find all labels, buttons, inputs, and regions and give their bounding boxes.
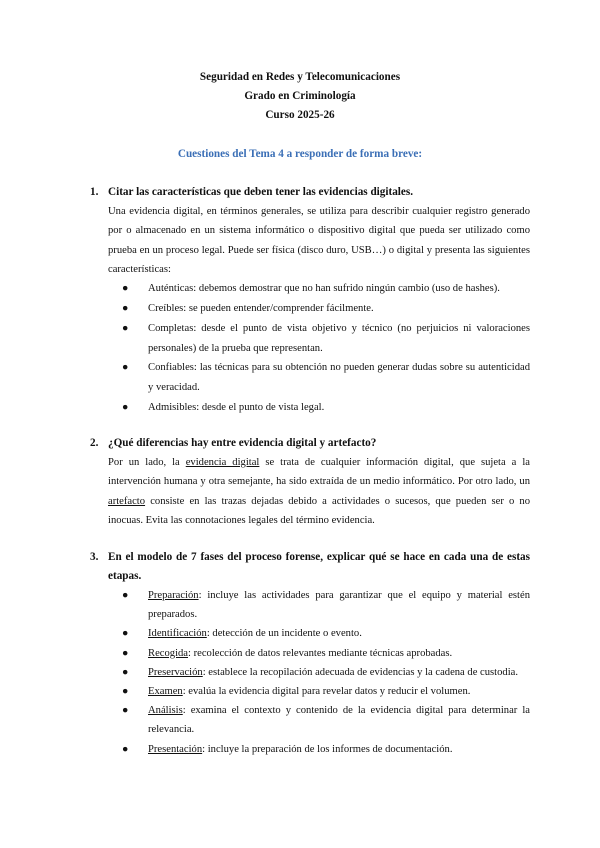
list-item <box>108 358 530 398</box>
list-item <box>108 701 530 739</box>
underlined-term: evidencia digital <box>185 457 260 468</box>
academic-year: Curso 2025-26 <box>265 109 335 121</box>
question-text: ¿Qué diferencias hay entre evidencia digital y artefacto? <box>108 437 377 449</box>
list-item-text: Confiables: las técnicas para su obtención no pueden generar dudas sobre su autenticidad y veracidad. <box>148 362 530 394</box>
list-item <box>108 299 530 319</box>
list-item <box>108 740 530 759</box>
bullet-icon: ● <box>122 401 129 413</box>
text-run: se trata de cualquier información digital, que sujeta a la intervención humana y otra semejante, ha sido extraída de un medio informático. Por otro lado, un <box>108 457 530 488</box>
list-item <box>108 624 530 643</box>
bullet-icon: ● <box>122 628 129 640</box>
document-header <box>0 68 600 125</box>
phase-term: Presentación <box>148 743 203 755</box>
section-subtitle: Cuestiones del Tema 4 a responder de forma breve: <box>177 148 423 160</box>
question-1-title <box>90 183 530 202</box>
bullet-icon: ● <box>122 302 129 314</box>
question-3-title <box>90 548 530 586</box>
phase-description: : incluye la preparación de los informes de documentación. <box>202 743 453 755</box>
phase-description: : incluye las actividades para garantizar que el equipo y material estén preparados. <box>148 590 530 621</box>
bullet-icon: ● <box>122 686 129 698</box>
list-item-text: Auténticas: debemos demostrar que no han sufrido ningún cambio (uso de hashes). <box>148 283 500 295</box>
bullet-icon: ● <box>122 743 129 755</box>
list-item-text: Creíbles: se pueden entender/comprender fácilmente. <box>148 302 374 314</box>
list-item <box>108 319 530 359</box>
phase-description: : recolección de datos relevantes mediante técnicas aprobadas. <box>188 647 453 659</box>
list-item <box>108 398 530 418</box>
phase-term: Identificación <box>148 628 207 640</box>
characteristics-list <box>108 279 530 418</box>
bullet-icon: ● <box>122 283 129 295</box>
list-item <box>108 682 530 701</box>
phase-term: Recogida <box>148 647 189 659</box>
list-item <box>108 644 530 663</box>
list-item <box>108 586 530 624</box>
list-item <box>108 663 530 682</box>
bullet-icon: ● <box>122 666 129 678</box>
question-3 <box>90 548 530 759</box>
list-item-text: Admisibles: desde el punto de vista legal. <box>148 401 325 413</box>
answer-paragraph <box>108 453 530 530</box>
bullet-icon: ● <box>122 362 129 374</box>
question-2 <box>90 434 530 530</box>
phase-term: Análisis <box>148 705 183 717</box>
phase-description: : examina el contexto y contenido de la evidencia digital para determinar la relevancia. <box>148 705 530 736</box>
question-number: 3. <box>90 551 99 563</box>
question-number: 2. <box>90 437 99 449</box>
phase-term: Preparación <box>148 590 199 601</box>
list-item-text: Completas: desde el punto de vista objetivo y técnico (no perjuicios ni valoraciones personales) de la prueba que representan. <box>148 322 530 354</box>
phase-term: Examen <box>148 686 183 698</box>
bullet-icon: ● <box>122 322 129 334</box>
bullet-icon: ● <box>122 705 129 717</box>
phase-description: : detección de un incidente o evento. <box>206 628 362 640</box>
question-2-title <box>90 434 530 453</box>
text-run: consiste en las trazas dejadas debido a actividades o sucesos, que pueden ser o no inocuas. Evita las connotaciones legales del término evidencia. <box>108 495 530 526</box>
question-text: En el modelo de 7 fases del proceso forense, explicar qué se hace en cada una de estas etapas. <box>108 551 530 582</box>
question-1 <box>90 183 530 418</box>
phase-term: Preservación <box>148 666 203 678</box>
degree-title: Grado en Criminología <box>244 90 356 102</box>
bullet-icon: ● <box>122 647 129 659</box>
phase-description: : evalúa la evidencia digital para revelar datos y reducir el volumen. <box>182 686 471 698</box>
bullet-icon: ● <box>122 590 129 601</box>
phase-description: : establece la recopilación adecuada de evidencias y la cadena de custodia. <box>202 666 519 678</box>
question-text: Citar las características que deben tener las evidencias digitales. <box>108 186 414 198</box>
underlined-term: artefacto <box>108 495 146 507</box>
phases-list <box>108 586 530 759</box>
course-title: Seguridad en Redes y Telecomunicaciones <box>199 71 401 83</box>
text-run: Por un lado, la <box>108 457 186 468</box>
answer-paragraph: Una evidencia digital, en términos generales, se utiliza para describir cualquier registro generado por o almacenado en un sistema informático o dispositivo digital que pueda ser utilizado como prueba en un proceso legal. Puede ser física (disco duro, USB…) o digital y presenta las siguientes características: <box>108 206 530 275</box>
list-item <box>108 279 530 299</box>
question-number: 1. <box>90 186 99 198</box>
